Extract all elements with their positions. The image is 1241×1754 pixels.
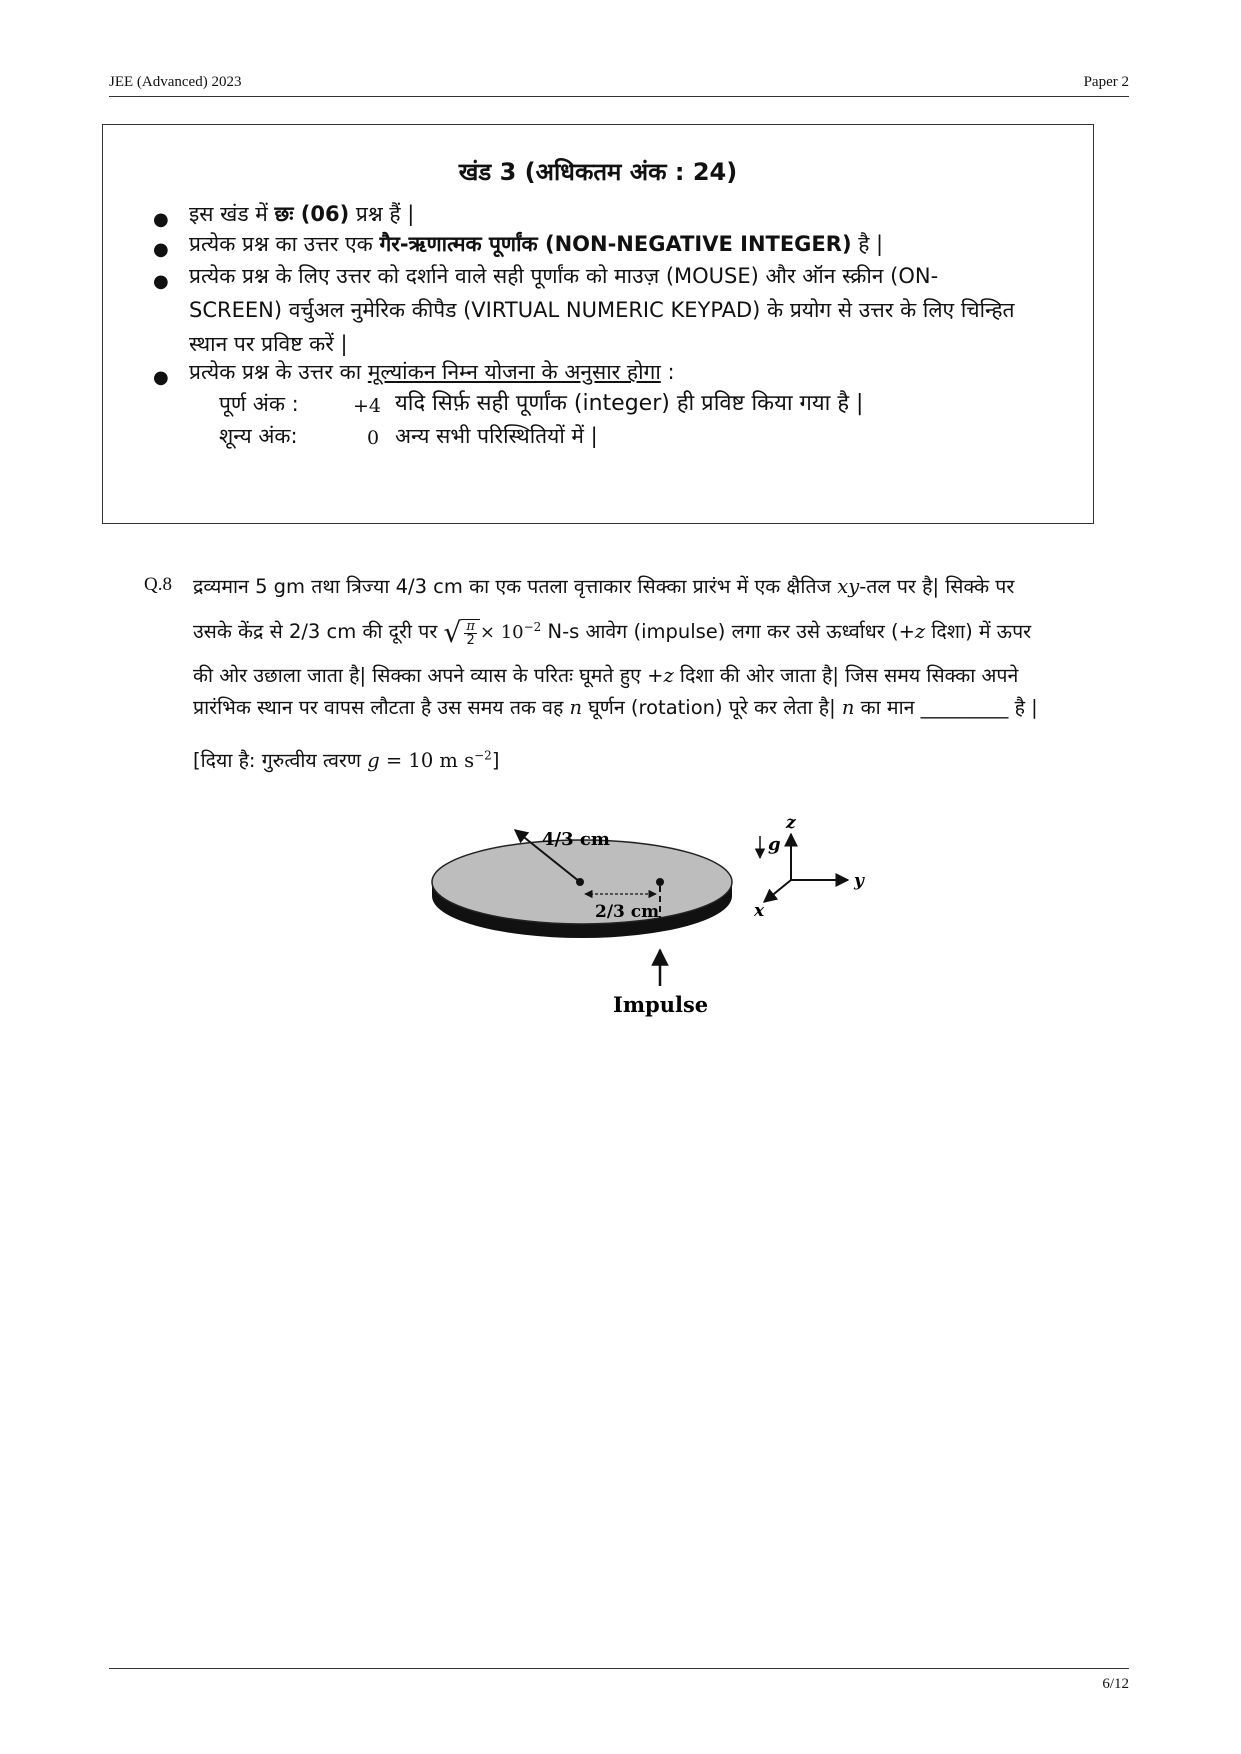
section-instructions-box [102,124,1094,524]
y-axis-label: y [854,871,864,891]
radius-label: 4/3 cm [542,829,610,850]
footer-rule [109,1668,1129,1669]
instruction-2: प्रत्येक प्रश्न का उत्तर एक गैर-ऋणात्मक पूर्णांक (NON-NEGATIVE INTEGER) है | [189,232,884,256]
question-number: Q.8 [144,574,172,595]
question-line-1: द्रव्यमान 5 gm तथा त्रिज्या 4/3 cm का एक पतला वृत्ताकार सिक्का प्रारंभ में एक क्षैतिज xy-तल पर है| सिक्के पर [193,575,1015,598]
x-axis-label: x [754,901,765,921]
full-marks-value: +4 [353,395,382,417]
impulse-label: Impulse [613,992,709,1017]
radical-icon: √ [443,615,462,649]
paper-label: Paper 2 [1083,74,1129,90]
z-axis-label: z [786,813,796,833]
zero-marks-label: शून्य अंक: [219,424,298,448]
question-line-3: की ओर उछाला जाता है| सिक्का अपने व्यास के परितः घूमते हुए +z दिशा की ओर जाता है| जिस समय सिक्का अपने [193,664,1019,687]
sqrt-expression: √ $\frac{\pi}{2}$ [444,619,480,647]
zero-marks-value: 0 [367,427,380,449]
instruction-3: प्रत्येक प्रश्न के लिए उत्तर को दर्शाने वाले सही पूर्णांक को माउज़ (MOUSE) और ऑन स्क्रीन (ON- SCREEN) वर्चुअल नुमेरिक कीपैड (VIRTUAL NUMERIC KEYPAD) के प्रयोग से उत्तर के लिए चिन्हित स्थान पर प्रविष्ट करें | [189,264,1015,356]
offset-label: 2/3 cm [595,902,660,922]
question-line-2: उसके केंद्र से 2/3 cm की दूरी पर √ $\frac{\pi}{2}$ × $10^{-2}$ N-s आवेग (impulse) लगा कर उसे ऊर्ध्वाधर (+z दिशा) में ऊपर [193,615,1032,649]
bullet-icon: ● [153,239,169,260]
exam-title: JEE (Advanced) 2023 [109,74,242,90]
full-marks-label: पूर्ण अंक : [219,392,299,416]
impulse-point-dot [656,878,664,886]
header-rule [109,96,1129,97]
question-line-4: प्रारंभिक स्थान पर वापस लौटता है उस समय तक वह n घूर्णन (rotation) पूरे कर लेता है| n का मान _________ है | [193,696,1038,719]
page-number: 6/12 [1102,1676,1129,1692]
given-data: [दिया है: गुरुत्वीय त्वरण g = 10 m $s^{-2}$] [193,748,500,772]
x-axis [764,880,791,902]
center-dot [576,878,584,886]
bullet-icon: ● [153,367,169,388]
full-marks-text: यदि सिर्फ़ सही पूर्णांक (integer) ही प्रविष्ट किया गया है | [395,391,864,416]
zero-marks-text: अन्य सभी परिस्थितियों में | [395,424,598,448]
gravity-label: g [768,834,781,855]
bullet-icon: ● [153,209,169,230]
section-title: खंड 3 (अधिकतम अंक : 24) [458,158,738,186]
instruction-1: इस खंड में छः (06) प्रश्न हैं | [189,202,415,226]
instruction-4: प्रत्येक प्रश्न के उत्तर का मूल्यांकन निम्न योजना के अनुसार होगा : [189,360,675,384]
bullet-icon: ● [153,271,169,292]
coin-figure [420,800,900,1040]
